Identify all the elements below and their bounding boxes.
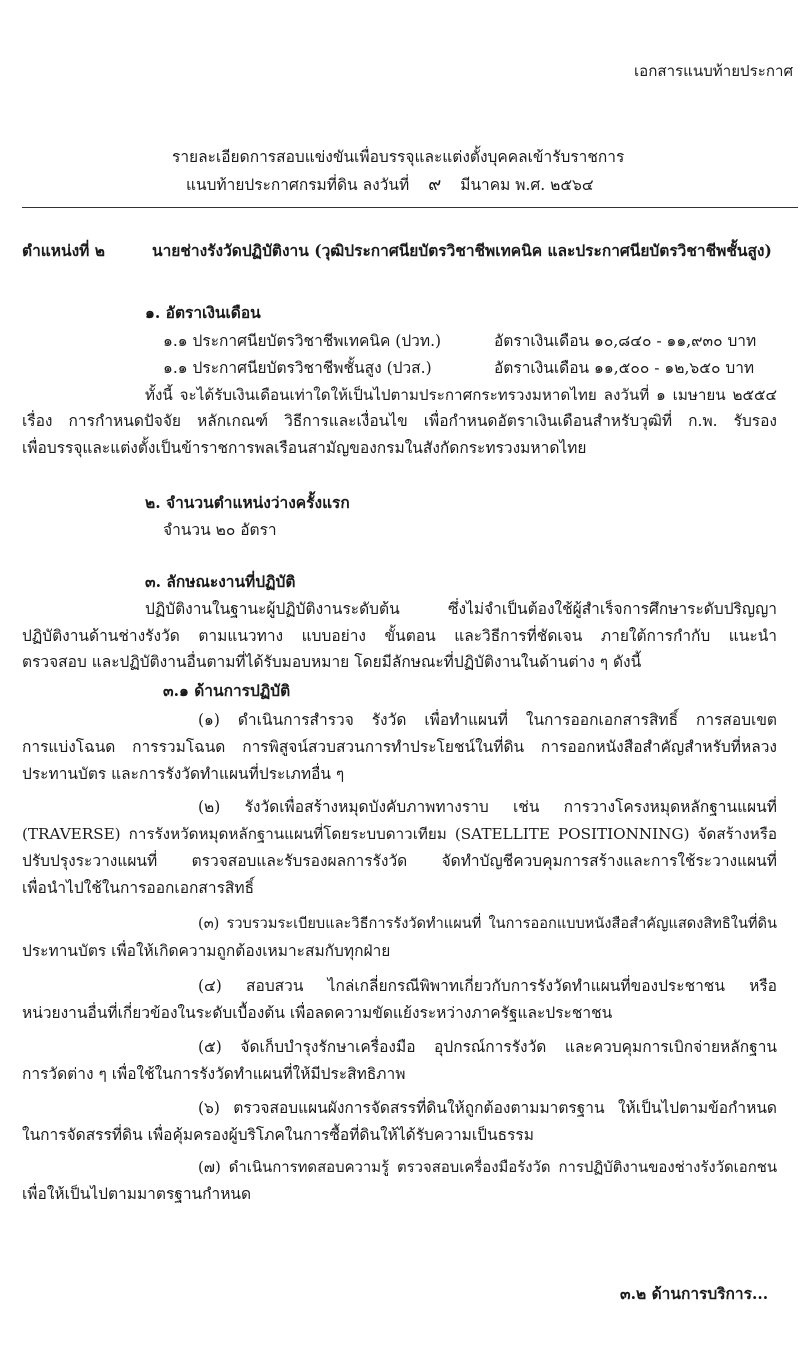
duty-item-line: ปรับปรุงระวางแผนที่ ตรวจสอบและรับรองผลการรังวัด จัดทำบัญชีควบคุมการสร้างและการใช้ระวางแผนที่ xyxy=(22,852,777,870)
salary-row-value: อัตราเงินเดือน ๑๑,๕๐๐ - ๑๒,๖๕๐ บาท xyxy=(494,359,755,377)
duty-item-line: (๖) ตรวจสอบแผนผังการจัดสรรที่ดินให้ถูกต้องตามมาตรฐาน ให้เป็นไปตามข้อกำหนด xyxy=(198,1099,777,1117)
duty-item-line: การแบ่งโฉนด การรวมโฉนด การพิสูจน์สวบสวนการทำประโยชน์ในที่ดิน การออกหนังสือสำคัญสำหรับที่หลวง xyxy=(22,738,777,756)
practice-subheading: ๓.๑ ด้านการปฏิบัติ xyxy=(163,681,291,700)
header-divider xyxy=(22,207,798,208)
salary-heading: ๑. อัตราเงินเดือน xyxy=(145,303,261,322)
duty-item-line: เพื่อนำไปใช้ในการออกเอกสารสิทธิ์ xyxy=(22,879,255,897)
duty-item-line: ในการจัดสรรที่ดิน เพื่อคุ้มครองผู้บริโภคในการซื้อที่ดินให้ได้รับความเป็นธรรม xyxy=(22,1126,534,1144)
duty-item-line: (๒) รังวัดเพื่อสร้างหมุดบังคับภาพทางราบ เช่น การวางโครงหมุดหลักฐานแผนที่ xyxy=(198,798,777,816)
vacancies-heading: ๒. จำนวนตำแหน่งว่างครั้งแรก xyxy=(145,493,350,512)
duty-item-line: (๓) รวบรวมระเบียบและวิธีการรังวัดทำแผนที่ ในการออกแบบหนังสือสำคัญแสดงสิทธิในที่ดิน xyxy=(198,915,777,932)
duty-item-line: เพื่อให้เป็นไปตามมาตรฐานกำหนด xyxy=(22,1185,252,1203)
continuation-note: ๓.๒ ด้านการบริการ... xyxy=(620,1284,769,1303)
duty-item-line: (TRAVERSE) การรังหวัดหมุดหลักฐานแผนที่โดยระบบดาวเทียม (SATELLITE POSITIONNING) จัดสร้างหรือ xyxy=(22,825,777,843)
duty-item-line: ประทานบัตร เพื่อให้เกิดความถูกต้องเหมาะสมกับทุกฝ่าย xyxy=(22,942,391,960)
duty-item-line: (๕) จัดเก็บบำรุงรักษาเครื่องมือ อุปกรณ์การรังวัด และควบคุมการเบิกจ่ายหลักฐาน xyxy=(198,1038,777,1056)
salary-row-value: อัตราเงินเดือน ๑๐,๘๔๐ - ๑๑,๙๓๐ บาท xyxy=(494,332,757,350)
document-reference: เอกสารแนบท้ายประกาศ xyxy=(634,62,794,80)
page-title-line2 xyxy=(186,174,594,196)
salary-note-line: เพื่อบรรจุและแต่งตั้งเป็นข้าราชการพลเรือนสามัญของกรมในสังกัดกระทรวงมหาดไทย xyxy=(22,439,587,457)
duty-item-line: (๗) ดำเนินการทดสอบความรู้ ตรวจสอบเครื่องมือรังวัด การปฏิบัติงานของช่างรังวัดเอกชน xyxy=(198,1158,777,1176)
title-suffix: มีนาคม พ.ศ. ๒๕๖๔ xyxy=(460,176,594,194)
duty-item-line: การวัดต่าง ๆ เพื่อใช้ในการรังวัดทำแผนที่ให้มีประสิทธิภาพ xyxy=(22,1065,406,1083)
salary-row-label: ๑.๑ ประกาศนียบัตรวิชาชีพเทคนิค (ปวท.) xyxy=(163,332,442,350)
duty-item-line: (๑) ดำเนินการสำรวจ รังวัด เพื่อทำแผนที่ ในการออกเอกสารสิทธิ์ การสอบเขต xyxy=(198,711,777,729)
position-title: นายช่างรังวัดปฏิบัติงาน (วุฒิประกาศนียบัตรวิชาชีพเทคนิค และประกาศนียบัตรวิชาชีพชั้นสูง) xyxy=(152,241,772,260)
title-prefix: แนบท้ายประกาศกรมที่ดิน ลงวันที่ xyxy=(186,176,410,194)
duties-intro-line: ตรวจสอบ และปฏิบัติงานอื่นตามที่ได้รับมอบหมาย โดยมีลักษณะที่ปฏิบัติงานในด้านต่าง ๆ ดังนี้ xyxy=(22,653,642,671)
duty-item-line: ประทานบัตร และการรังวัดทำแผนที่ประเภทอื่น ๆ xyxy=(22,765,345,783)
salary-note-line: เรื่อง การกำหนดปัจจัย หลักเกณฑ์ วิธีการและเงื่อนไข เพื่อกำหนดอัตราเงินเดือนสำหรับวุฒิที่ ก.พ. รับรอง xyxy=(22,412,777,430)
duties-intro-line: ปฏิบัติงานในฐานะผู้ปฏิบัติงานระดับต้น ซึ่งไม่จำเป็นต้องใช้ผู้สำเร็จการศึกษาระดับปริญญา xyxy=(145,600,777,618)
duties-heading: ๓. ลักษณะงานที่ปฏิบัติ xyxy=(145,572,296,591)
salary-note-line: ทั้งนี้ จะได้รับเงินเดือนเท่าใดให้เป็นไปตามประกาศกระทรวงมหาดไทย ลงวันที่ ๑ เมษายน ๒๕๕๔ xyxy=(145,386,777,404)
page-title-line1: รายละเอียดการสอบแข่งขันเพื่อบรรจุและแต่งตั้งบุคคลเข้ารับราชการ xyxy=(172,148,625,166)
vacancies-text: จำนวน ๒๐ อัตรา xyxy=(163,521,277,539)
duty-item-line: (๔) สอบสวน ไกล่เกลี่ยกรณีพิพาทเกี่ยวกับการรังวัดทำแผนที่ของประชาชน หรือ xyxy=(198,977,777,995)
duties-intro-line: ปฏิบัติงานด้านช่างรังวัด ตามแนวทาง แบบอย่าง ขั้นตอน และวิธีการที่ชัดเจน ภายใต้การกำกับ แนะนำ xyxy=(22,627,777,645)
salary-row-label: ๑.๑ ประกาศนียบัตรวิชาชีพชั้นสูง (ปวส.) xyxy=(163,359,432,377)
duty-item-line: หน่วยงานอื่นที่เกี่ยวข้องในระดับเบื้องต้น เพื่อลดความขัดแย้งระหว่างภาครัฐและประชาชน xyxy=(22,1004,613,1022)
position-label: ตำแหน่งที่ ๒ xyxy=(22,241,105,260)
title-day: ๙ xyxy=(428,174,442,195)
